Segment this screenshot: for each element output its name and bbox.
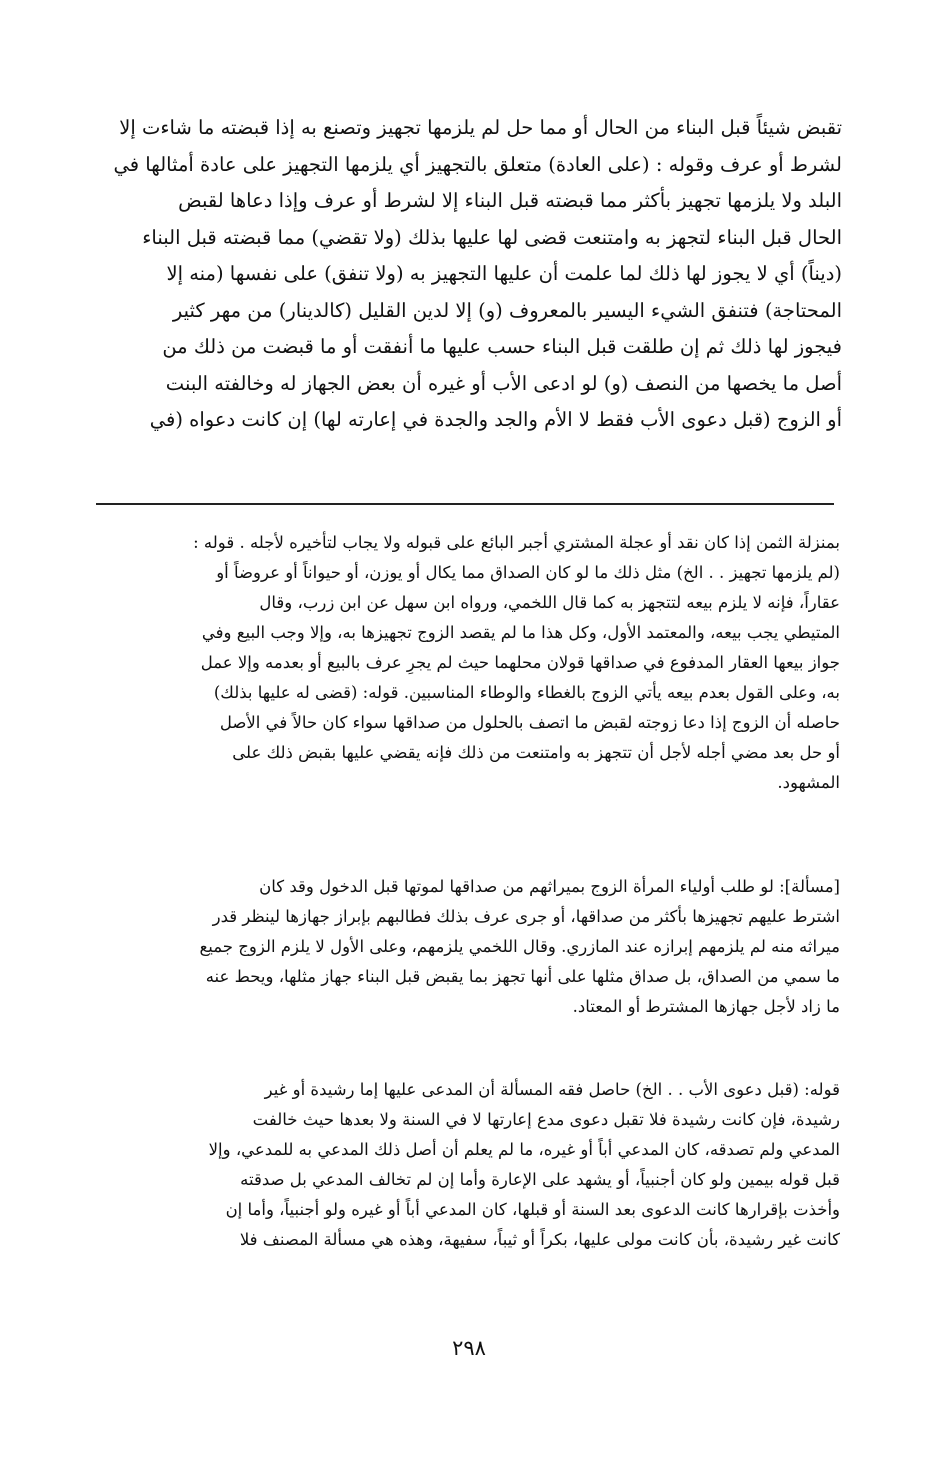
footnote-line: رشيدة، فإن كانت رشيدة فلا تقبل دعوى مدع إعارتها لا في السنة ولا بعدها حيث خالفت — [252, 1110, 840, 1129]
footnote-block — [96, 528, 840, 798]
footnote-line: حاصله أن الزوج إذا دعا زوجته لقبض ما اتصف بالحلول من صداقها سواء كان حالاً في الأصل — [219, 713, 840, 732]
main-text-line: لشرط أو عرف وقوله : (على العادة) متعلق بالتجهيز أي يلزمها التجهيز على عادة أمثالها في — [113, 152, 842, 176]
footnote-line: ما زاد لأجل جهازها المشترط أو المعتاد. — [572, 997, 840, 1016]
page-number: ٢٩٨ — [452, 1336, 486, 1360]
footnote-divider — [96, 503, 834, 505]
footnote-line: [مسألة]: لو طلب أولياء المرأة الزوج بميراثهم من صداقها لموتها قبل الدخول وقد كان — [259, 877, 840, 896]
footnote-line: (لم يلزمها تجهيز . . الخ) مثل ذلك ما لو كان الصداق مما يكال أو يوزن، أو حيواناً أو عروضاً أو — [216, 563, 840, 582]
footnote-line: عقاراً، فإنه لا يلزم بيعه لتتجهز به كما قال اللخمي، ورواه ابن سهل عن ابن زرب، وقال — [259, 593, 840, 612]
main-text-line: تقبض شيئاً قبل البناء من الحال أو مما حل لم يلزمها تجهيز وتصنع به إذا قبضته ما شاءت إلا — [119, 116, 842, 139]
footnote-line: المشهود. — [777, 773, 840, 792]
footnote-line: المتيطي يجب بيعه، والمعتمد الأول، وكل هذا ما لم يقصد الزوج تجهيزها به، وإلا وجب البيع وفي — [201, 623, 840, 642]
main-text-line: البلد ولا يلزمها تجهيز بأكثر مما قبضته قبل البناء إلا لشرط أو عرف وإذا دعاها لقبض — [178, 189, 842, 212]
footnote-line: اشترط عليهم تجهيزها بأكثر من صداقها، أو جرى عرف بذلك فطالبهم بإبراز جهازها لينظر قدر — [212, 907, 840, 926]
main-text-line: فيجوز لها ذلك ثم إن طلقت قبل البناء حسب عليها ما أنفقت أو ما قبضت من ذلك من — [162, 335, 842, 358]
footnote-line: المدعي ولم تصدقه، كان المدعي أباً أو غيره، ما لم يعلم أن أصل ذلك المدعي به للمدعي، وإلا — [208, 1140, 840, 1159]
main-text-line: (ديناً) أي لا يجوز لها ذلك لما علمت أن عليها التجهيز به (ولا تنفق) على نفسها (منه إلا — [166, 262, 842, 285]
footnote-line: به، وعلى القول بعدم بيعه يأتي الزوج بالغطاء والوطاء المناسبين. قوله: (قضى له عليها بذلك) — [213, 683, 840, 702]
main-text-line: أصل ما يخصها من النصف (و) لو ادعى الأب أو غيره أن بعض الجهاز له وخالفته البنت — [165, 371, 842, 395]
footnote-line: أو حل بعد مضي أجله لأجل أن تتجهز به وامتنعت من ذلك فإنه يقضي عليها بقبض ذلك على — [232, 743, 840, 762]
main-text-line: الحال قبل البناء لتجهز به وامتنعت قضى لها عليها بذلك (ولا تقضي) مما قبضته قبل البناء — [142, 225, 842, 249]
footnote-block — [96, 1075, 840, 1255]
footnote-line: ما سمي من الصداق، بل صداق مثلها على أنها تجهز بما يقبض قبل البناء جهاز مثلها، ويحط عنه — [205, 967, 840, 986]
footnote-line: وأخذت بإقرارها كانت الدعوى بعد السنة أو قبلها، كان المدعي أباً أو غيره ولو أجنبياً، وأما إن — [225, 1200, 840, 1219]
main-text-line: أو الزوج (قبل دعوى الأب فقط لا الأم والجد والجدة في إعارته لها) إن كانت دعواه (في — [149, 408, 842, 431]
footnote-line: جواز بيعها العقار المدفوع في صداقها قولان محلهما حيث لم يجرِ عرف بالبيع أو بعدمه وإلا عمل — [200, 653, 840, 672]
footnote-line: قوله: (قبل دعوى الأب . . الخ) حاصل فقه المسألة أن المدعى عليها إما رشيدة أو غير — [264, 1080, 840, 1099]
main-text-line: المحتاجة) فتنفق الشيء اليسير بالمعروف (و) إلا لدين القليل (كالدينار) من مهر كثير — [172, 298, 842, 322]
footnote-line: بمنزلة الثمن إذا كان نقد أو عجلة المشتري أجبر البائع على قبوله ولا يجاب لتأخيره لأجله . قوله : — [193, 533, 840, 552]
footnote-line: ميراثه منه لم يلزمهم إبرازه عند المازري. وقال اللخمي يلزمهم، وعلى الأول لا يلزم الزوج جميع — [199, 937, 840, 956]
main-text — [92, 110, 842, 439]
footnote-block — [96, 872, 840, 1022]
footnote-line: كانت غير رشيدة، بأن كانت مولى عليها، بكراً أو ثيباً، سفيهة، وهذه هي مسألة المصنف فلا — [239, 1230, 840, 1249]
footnote-line: قبل قوله بيمين ولو كان أجنبياً، أو يشهد على الإعارة وأما إن لم تخالف المدعي بل صدقته — [240, 1170, 840, 1189]
